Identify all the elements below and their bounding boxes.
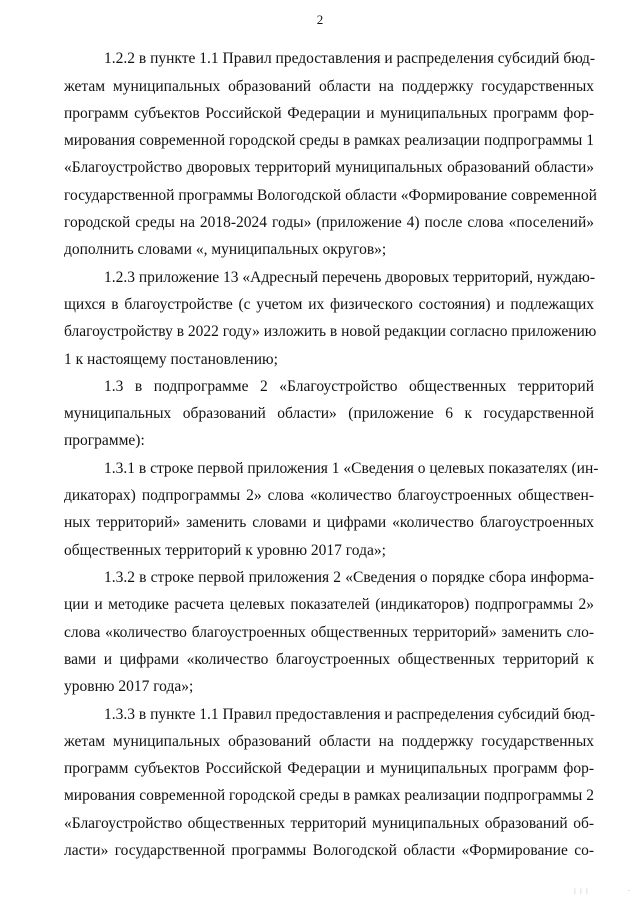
paragraph-1-2-3-line-1: 1.2.3 приложение 13 «Адресный перечень дворовых территорий, нуждаю- [104, 269, 595, 286]
paragraph-1-2-3-line-4: 1 к настоящему постановлению; [64, 351, 278, 368]
paragraph-1-3-3-line-3: программ субъектов Российской Федерации и муниципальных программ фор- [64, 760, 594, 777]
paragraph-1-2-2-line-8: дополнить словами «, муниципальных округов»; [64, 241, 387, 258]
page-number: 2 [316, 12, 324, 27]
paragraph-1-2-2-line-6: государственной программы Вологодской области «Формирование современной [64, 187, 597, 204]
paragraph-1-3-line-1: 1.3 в подпрограмме 2 «Благоустройство общественных территорий [104, 378, 594, 395]
paragraph-1-3-1-line-2: дикаторах) подпрограммы 2» слова «количество благоустроенных обществен- [64, 487, 594, 504]
paragraph-1-3-line-2: муниципальных образований области» (приложение 6 к государственной [64, 405, 594, 422]
paragraph-1-2-2-line-4: мирования современной городской среды в рамках реализации подпрограммы 1 [64, 132, 594, 149]
paragraph-1-2-2-line-3: программ субъектов Российской Федерации и муниципальных программ фор- [64, 105, 594, 122]
paragraph-1-2-2-line-5: «Благоустройство дворовых территорий муниципальных образований области» [64, 159, 594, 176]
paragraph-1-3-line-3: программе): [64, 432, 145, 449]
paragraph-1-2-2-line-2: жетам муниципальных образований области на поддержку государственных [64, 78, 594, 95]
paragraph-1-3-1-line-4: общественных территорий к уровню 2017 года»; [64, 542, 386, 559]
paragraph-1-3-3-line-4: мирования современной городской среды в рамках реализации подпрограммы 2 [64, 787, 594, 804]
paragraph-1-2-2-line-7: городской среды на 2018-2024 годы» (приложение 4) после слова «поселений» [64, 214, 594, 231]
scan-artifact-mark: ⋮⋮⋮ [572, 888, 590, 895]
paragraph-1-3-3-line-5: «Благоустройство общественных территорий муниципальных образований об- [64, 815, 594, 832]
scan-artifact-dot: · [628, 888, 630, 895]
paragraph-1-3-2-line-1: 1.3.2 в строке первой приложения 2 «Сведения о порядке сбора информа- [104, 569, 594, 586]
paragraph-1-3-2-line-4: вами и цифрами «количество благоустроенных общественных территорий к [64, 651, 594, 668]
paragraph-1-3-2-line-5: уровню 2017 года»; [64, 678, 194, 695]
paragraph-1-3-1-line-1: 1.3.1 в строке первой приложения 1 «Сведения о целевых показателях (ин- [104, 460, 599, 477]
paragraph-1-3-2-line-3: слова «количество благоустроенных общественных территорий» заменить сло- [64, 624, 594, 641]
paragraph-1-3-1-line-3: ных территорий» заменить словами и цифрами «количество благоустроенных [64, 514, 594, 531]
paragraph-1-3-3-line-1: 1.3.3 в пункте 1.1 Правил предоставления и распределения субсидий бюд- [104, 706, 596, 723]
paragraph-1-3-3-line-6: ласти» государственной программы Вологодской области «Формирование со- [64, 842, 594, 859]
paragraph-1-3-2-line-2: ции и методике расчета целевых показателей (индикаторов) подпрограммы 2» [64, 596, 594, 613]
paragraph-1-2-3-line-2: щихся в благоустройстве (с учетом их физического состояния) и подлежащих [64, 296, 594, 313]
paragraph-1-3-3-line-2: жетам муниципальных образований области на поддержку государственных [64, 733, 594, 750]
paragraph-1-2-3-line-3: благоустройству в 2022 году» изложить в новой редакции согласно приложению [64, 323, 597, 340]
paragraph-1-2-2-line-1: 1.2.2 в пункте 1.1 Правил предоставления и распределения субсидий бюд- [104, 50, 596, 67]
